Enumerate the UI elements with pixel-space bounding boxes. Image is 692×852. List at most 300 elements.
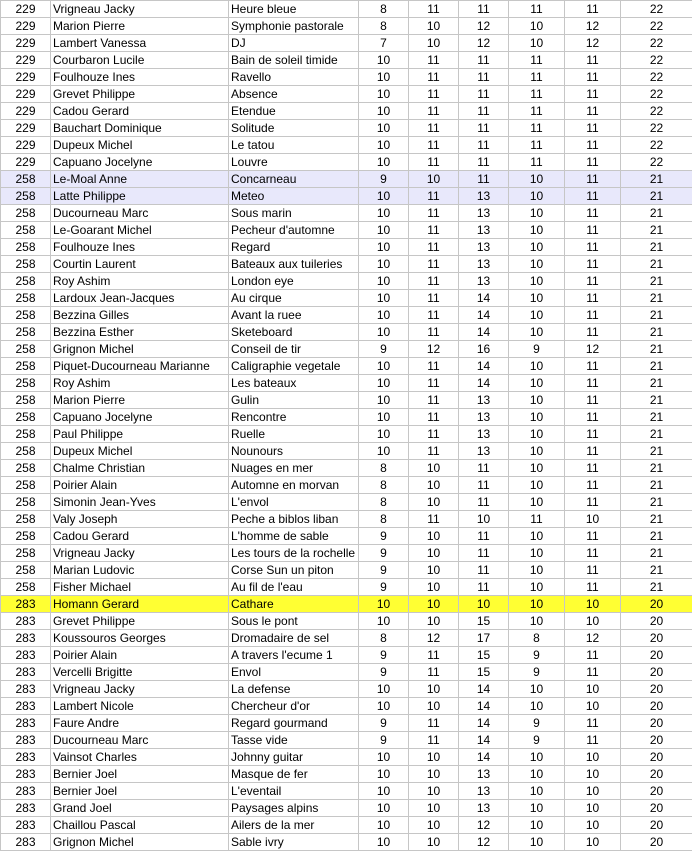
name-cell[interactable]: Marion Pierre [51,392,229,409]
table-row[interactable] [1,1,692,18]
title-cell[interactable]: Symphonie pastorale [229,18,359,35]
rank-cell[interactable]: 229 [1,103,51,120]
name-cell[interactable]: Latte Philippe [51,188,229,205]
score5-cell[interactable]: 12 [565,630,621,647]
title-cell[interactable]: L'envol [229,494,359,511]
total-cell[interactable]: 20 [621,766,692,783]
score3-cell[interactable]: 11 [459,545,509,562]
title-cell[interactable]: Conseil de tir [229,341,359,358]
table-row[interactable] [1,290,692,307]
score2-cell[interactable]: 10 [409,681,459,698]
rank-cell[interactable]: 283 [1,732,51,749]
rank-cell[interactable]: 258 [1,205,51,222]
total-cell[interactable]: 21 [621,392,692,409]
score3-cell[interactable]: 14 [459,732,509,749]
total-cell[interactable]: 20 [621,613,692,630]
table-row[interactable] [1,443,692,460]
score5-cell[interactable]: 11 [565,562,621,579]
title-cell[interactable]: Ailers de la mer [229,817,359,834]
total-cell[interactable]: 21 [621,375,692,392]
total-cell[interactable]: 21 [621,511,692,528]
table-row[interactable] [1,528,692,545]
score4-cell[interactable]: 10 [509,460,565,477]
rank-cell[interactable]: 258 [1,222,51,239]
score4-cell[interactable]: 10 [509,766,565,783]
table-row[interactable] [1,137,692,154]
score4-cell[interactable]: 11 [509,86,565,103]
score5-cell[interactable]: 10 [565,800,621,817]
title-cell[interactable]: Regard gourmand [229,715,359,732]
name-cell[interactable]: Faure Andre [51,715,229,732]
total-cell[interactable]: 21 [621,239,692,256]
title-cell[interactable]: Corse Sun un piton [229,562,359,579]
table-row[interactable] [1,834,692,851]
name-cell[interactable]: Lardoux Jean-Jacques [51,290,229,307]
score5-cell[interactable]: 11 [565,86,621,103]
score2-cell[interactable]: 11 [409,154,459,171]
score3-cell[interactable]: 11 [459,1,509,18]
score5-cell[interactable]: 11 [565,426,621,443]
title-cell[interactable]: Concarneau [229,171,359,188]
score3-cell[interactable]: 13 [459,766,509,783]
total-cell[interactable]: 20 [621,664,692,681]
score3-cell[interactable]: 13 [459,409,509,426]
score5-cell[interactable]: 11 [565,324,621,341]
score5-cell[interactable]: 10 [565,783,621,800]
title-cell[interactable]: Rencontre [229,409,359,426]
table-row[interactable] [1,324,692,341]
score3-cell[interactable]: 12 [459,834,509,851]
score1-cell[interactable]: 10 [359,749,409,766]
rank-cell[interactable]: 258 [1,477,51,494]
title-cell[interactable]: Cathare [229,596,359,613]
name-cell[interactable]: Paul Philippe [51,426,229,443]
score4-cell[interactable]: 11 [509,137,565,154]
score3-cell[interactable]: 14 [459,715,509,732]
score1-cell[interactable]: 8 [359,630,409,647]
score1-cell[interactable]: 8 [359,18,409,35]
score3-cell[interactable]: 11 [459,120,509,137]
score5-cell[interactable]: 10 [565,766,621,783]
title-cell[interactable]: Absence [229,86,359,103]
total-cell[interactable]: 22 [621,69,692,86]
table-row[interactable] [1,188,692,205]
score5-cell[interactable]: 11 [565,103,621,120]
title-cell[interactable]: Solitude [229,120,359,137]
rank-cell[interactable]: 229 [1,154,51,171]
score4-cell[interactable]: 10 [509,613,565,630]
rank-cell[interactable]: 258 [1,392,51,409]
total-cell[interactable]: 20 [621,749,692,766]
table-row[interactable] [1,460,692,477]
total-cell[interactable]: 20 [621,630,692,647]
score4-cell[interactable]: 10 [509,545,565,562]
title-cell[interactable]: A travers l'ecume 1 [229,647,359,664]
score4-cell[interactable]: 10 [509,749,565,766]
rank-cell[interactable]: 283 [1,596,51,613]
score5-cell[interactable]: 11 [565,392,621,409]
rank-cell[interactable]: 283 [1,647,51,664]
name-cell[interactable]: Cadou Gerard [51,103,229,120]
total-cell[interactable]: 20 [621,817,692,834]
name-cell[interactable]: Foulhouze Ines [51,69,229,86]
name-cell[interactable]: Bezzina Esther [51,324,229,341]
table-row[interactable] [1,341,692,358]
total-cell[interactable]: 20 [621,681,692,698]
table-row[interactable] [1,783,692,800]
total-cell[interactable]: 20 [621,647,692,664]
name-cell[interactable]: Courtin Laurent [51,256,229,273]
score1-cell[interactable]: 8 [359,1,409,18]
title-cell[interactable]: DJ [229,35,359,52]
score2-cell[interactable]: 11 [409,307,459,324]
score2-cell[interactable]: 10 [409,460,459,477]
score2-cell[interactable]: 10 [409,545,459,562]
score4-cell[interactable]: 10 [509,426,565,443]
score1-cell[interactable]: 9 [359,715,409,732]
score1-cell[interactable]: 10 [359,120,409,137]
table-row[interactable] [1,392,692,409]
score5-cell[interactable]: 11 [565,545,621,562]
total-cell[interactable]: 20 [621,698,692,715]
score5-cell[interactable]: 11 [565,171,621,188]
score5-cell[interactable]: 11 [565,494,621,511]
score5-cell[interactable]: 11 [565,477,621,494]
score3-cell[interactable]: 14 [459,698,509,715]
table-row[interactable] [1,103,692,120]
rank-cell[interactable]: 229 [1,18,51,35]
table-row[interactable] [1,69,692,86]
score5-cell[interactable]: 12 [565,35,621,52]
score1-cell[interactable]: 8 [359,494,409,511]
score3-cell[interactable]: 15 [459,647,509,664]
score2-cell[interactable]: 11 [409,647,459,664]
score1-cell[interactable]: 9 [359,545,409,562]
score1-cell[interactable]: 10 [359,817,409,834]
rank-cell[interactable]: 283 [1,817,51,834]
title-cell[interactable]: Ravello [229,69,359,86]
score3-cell[interactable]: 13 [459,783,509,800]
score3-cell[interactable]: 13 [459,426,509,443]
score2-cell[interactable]: 11 [409,715,459,732]
score4-cell[interactable]: 11 [509,103,565,120]
score4-cell[interactable]: 10 [509,579,565,596]
name-cell[interactable]: Poirier Alain [51,477,229,494]
score4-cell[interactable]: 8 [509,630,565,647]
total-cell[interactable]: 20 [621,596,692,613]
score4-cell[interactable]: 10 [509,18,565,35]
score1-cell[interactable]: 10 [359,69,409,86]
name-cell[interactable]: Vercelli Brigitte [51,664,229,681]
score3-cell[interactable]: 11 [459,52,509,69]
score5-cell[interactable]: 11 [565,409,621,426]
score4-cell[interactable]: 10 [509,783,565,800]
score2-cell[interactable]: 10 [409,494,459,511]
score1-cell[interactable]: 10 [359,766,409,783]
table-row[interactable] [1,358,692,375]
table-row[interactable] [1,307,692,324]
score2-cell[interactable]: 11 [409,426,459,443]
rank-cell[interactable]: 258 [1,579,51,596]
table-row[interactable] [1,239,692,256]
score1-cell[interactable]: 10 [359,324,409,341]
rank-cell[interactable]: 258 [1,256,51,273]
name-cell[interactable]: Vrigneau Jacky [51,1,229,18]
total-cell[interactable]: 22 [621,120,692,137]
title-cell[interactable]: Les bateaux [229,375,359,392]
table-row[interactable] [1,698,692,715]
table-row[interactable] [1,18,692,35]
total-cell[interactable]: 21 [621,443,692,460]
score4-cell[interactable]: 10 [509,698,565,715]
title-cell[interactable]: Les tours de la rochelle [229,545,359,562]
table-row[interactable] [1,715,692,732]
score4-cell[interactable]: 10 [509,375,565,392]
title-cell[interactable]: Ruelle [229,426,359,443]
score4-cell[interactable]: 10 [509,273,565,290]
score2-cell[interactable]: 11 [409,273,459,290]
score3-cell[interactable]: 11 [459,69,509,86]
rank-cell[interactable]: 229 [1,52,51,69]
title-cell[interactable]: Masque de fer [229,766,359,783]
score3-cell[interactable]: 13 [459,392,509,409]
name-cell[interactable]: Chalme Christian [51,460,229,477]
score4-cell[interactable]: 9 [509,647,565,664]
table-row[interactable] [1,120,692,137]
score2-cell[interactable]: 11 [409,732,459,749]
total-cell[interactable]: 21 [621,409,692,426]
score1-cell[interactable]: 8 [359,511,409,528]
score4-cell[interactable]: 10 [509,35,565,52]
score2-cell[interactable]: 10 [409,817,459,834]
table-row[interactable] [1,375,692,392]
rank-cell[interactable]: 258 [1,358,51,375]
score4-cell[interactable]: 10 [509,562,565,579]
score2-cell[interactable]: 11 [409,358,459,375]
score3-cell[interactable]: 14 [459,358,509,375]
score5-cell[interactable]: 10 [565,698,621,715]
title-cell[interactable]: Peche a biblos liban [229,511,359,528]
total-cell[interactable]: 22 [621,18,692,35]
score4-cell[interactable]: 10 [509,256,565,273]
rank-cell[interactable]: 283 [1,766,51,783]
score3-cell[interactable]: 12 [459,817,509,834]
score4-cell[interactable]: 10 [509,528,565,545]
total-cell[interactable]: 22 [621,52,692,69]
table-row[interactable] [1,205,692,222]
score4-cell[interactable]: 10 [509,681,565,698]
rank-cell[interactable]: 283 [1,715,51,732]
total-cell[interactable]: 21 [621,290,692,307]
name-cell[interactable]: Bernier Joel [51,783,229,800]
total-cell[interactable]: 21 [621,460,692,477]
table-row[interactable] [1,562,692,579]
rank-cell[interactable]: 283 [1,630,51,647]
total-cell[interactable]: 21 [621,273,692,290]
score2-cell[interactable]: 10 [409,749,459,766]
title-cell[interactable]: Automne en morvan [229,477,359,494]
total-cell[interactable]: 22 [621,35,692,52]
score5-cell[interactable]: 11 [565,154,621,171]
score2-cell[interactable]: 11 [409,1,459,18]
rank-cell[interactable]: 229 [1,86,51,103]
title-cell[interactable]: Bateaux aux tuileries [229,256,359,273]
rank-cell[interactable]: 258 [1,545,51,562]
score3-cell[interactable]: 14 [459,324,509,341]
score4-cell[interactable]: 11 [509,69,565,86]
title-cell[interactable]: Louvre [229,154,359,171]
title-cell[interactable]: Johnny guitar [229,749,359,766]
score4-cell[interactable]: 10 [509,494,565,511]
name-cell[interactable]: Le-Moal Anne [51,171,229,188]
name-cell[interactable]: Foulhouze Ines [51,239,229,256]
score2-cell[interactable]: 11 [409,69,459,86]
name-cell[interactable]: Grignon Michel [51,834,229,851]
score1-cell[interactable]: 10 [359,154,409,171]
name-cell[interactable]: Cadou Gerard [51,528,229,545]
score3-cell[interactable]: 14 [459,681,509,698]
score4-cell[interactable]: 10 [509,307,565,324]
score4-cell[interactable]: 10 [509,834,565,851]
score1-cell[interactable]: 10 [359,358,409,375]
total-cell[interactable]: 21 [621,205,692,222]
score1-cell[interactable]: 9 [359,579,409,596]
score2-cell[interactable]: 11 [409,120,459,137]
score5-cell[interactable]: 11 [565,732,621,749]
table-row[interactable] [1,732,692,749]
score4-cell[interactable]: 9 [509,341,565,358]
score1-cell[interactable]: 8 [359,477,409,494]
score2-cell[interactable]: 11 [409,205,459,222]
score1-cell[interactable]: 9 [359,341,409,358]
score2-cell[interactable]: 10 [409,562,459,579]
rank-cell[interactable]: 258 [1,562,51,579]
table-row[interactable] [1,749,692,766]
score2-cell[interactable]: 11 [409,664,459,681]
total-cell[interactable]: 21 [621,426,692,443]
score5-cell[interactable]: 12 [565,341,621,358]
score5-cell[interactable]: 10 [565,596,621,613]
score5-cell[interactable]: 10 [565,749,621,766]
name-cell[interactable]: Dupeux Michel [51,443,229,460]
score2-cell[interactable]: 11 [409,511,459,528]
score1-cell[interactable]: 10 [359,222,409,239]
name-cell[interactable]: Roy Ashim [51,375,229,392]
score2-cell[interactable]: 10 [409,766,459,783]
score2-cell[interactable]: 11 [409,103,459,120]
title-cell[interactable]: Caligraphie vegetale [229,358,359,375]
name-cell[interactable]: Valy Joseph [51,511,229,528]
score2-cell[interactable]: 11 [409,137,459,154]
name-cell[interactable]: Lambert Vanessa [51,35,229,52]
score2-cell[interactable]: 11 [409,86,459,103]
total-cell[interactable]: 20 [621,732,692,749]
score2-cell[interactable]: 11 [409,409,459,426]
score1-cell[interactable]: 10 [359,205,409,222]
score5-cell[interactable]: 11 [565,137,621,154]
table-row[interactable] [1,613,692,630]
score1-cell[interactable]: 10 [359,443,409,460]
total-cell[interactable]: 21 [621,171,692,188]
name-cell[interactable]: Koussouros Georges [51,630,229,647]
score3-cell[interactable]: 14 [459,290,509,307]
title-cell[interactable]: Sous le pont [229,613,359,630]
score1-cell[interactable]: 9 [359,732,409,749]
score4-cell[interactable]: 10 [509,222,565,239]
rank-cell[interactable]: 229 [1,69,51,86]
score1-cell[interactable]: 10 [359,52,409,69]
score5-cell[interactable]: 11 [565,188,621,205]
rank-cell[interactable]: 258 [1,375,51,392]
score4-cell[interactable]: 10 [509,324,565,341]
score3-cell[interactable]: 11 [459,86,509,103]
table-row[interactable] [1,596,692,613]
table-row[interactable] [1,154,692,171]
name-cell[interactable]: Le-Goarant Michel [51,222,229,239]
rank-cell[interactable]: 283 [1,664,51,681]
score3-cell[interactable]: 13 [459,222,509,239]
score4-cell[interactable]: 10 [509,800,565,817]
total-cell[interactable]: 21 [621,494,692,511]
total-cell[interactable]: 21 [621,256,692,273]
total-cell[interactable]: 21 [621,477,692,494]
score1-cell[interactable]: 10 [359,188,409,205]
score3-cell[interactable]: 11 [459,528,509,545]
score1-cell[interactable]: 9 [359,528,409,545]
name-cell[interactable]: Bauchart Dominique [51,120,229,137]
score3-cell[interactable]: 13 [459,273,509,290]
table-row[interactable] [1,222,692,239]
total-cell[interactable]: 21 [621,528,692,545]
rank-cell[interactable]: 283 [1,834,51,851]
title-cell[interactable]: Nounours [229,443,359,460]
rank-cell[interactable]: 283 [1,698,51,715]
rank-cell[interactable]: 258 [1,528,51,545]
score1-cell[interactable]: 9 [359,664,409,681]
score5-cell[interactable]: 11 [565,290,621,307]
name-cell[interactable]: Roy Ashim [51,273,229,290]
score5-cell[interactable]: 10 [565,817,621,834]
name-cell[interactable]: Simonin Jean-Yves [51,494,229,511]
table-row[interactable] [1,477,692,494]
total-cell[interactable]: 21 [621,188,692,205]
score5-cell[interactable]: 11 [565,205,621,222]
name-cell[interactable]: Poirier Alain [51,647,229,664]
name-cell[interactable]: Piquet-Ducourneau Marianne [51,358,229,375]
name-cell[interactable]: Marian Ludovic [51,562,229,579]
score5-cell[interactable]: 11 [565,256,621,273]
total-cell[interactable]: 21 [621,579,692,596]
table-row[interactable] [1,630,692,647]
table-row[interactable] [1,273,692,290]
name-cell[interactable]: Grevet Philippe [51,613,229,630]
score1-cell[interactable]: 10 [359,273,409,290]
table-row[interactable] [1,664,692,681]
score1-cell[interactable]: 7 [359,35,409,52]
score4-cell[interactable]: 10 [509,239,565,256]
score4-cell[interactable]: 10 [509,358,565,375]
score2-cell[interactable]: 10 [409,171,459,188]
total-cell[interactable]: 21 [621,358,692,375]
name-cell[interactable]: Vainsot Charles [51,749,229,766]
score3-cell[interactable]: 11 [459,103,509,120]
rank-cell[interactable]: 258 [1,443,51,460]
score4-cell[interactable]: 10 [509,290,565,307]
table-row[interactable] [1,579,692,596]
rank-cell[interactable]: 229 [1,137,51,154]
score5-cell[interactable]: 11 [565,375,621,392]
score1-cell[interactable]: 10 [359,137,409,154]
